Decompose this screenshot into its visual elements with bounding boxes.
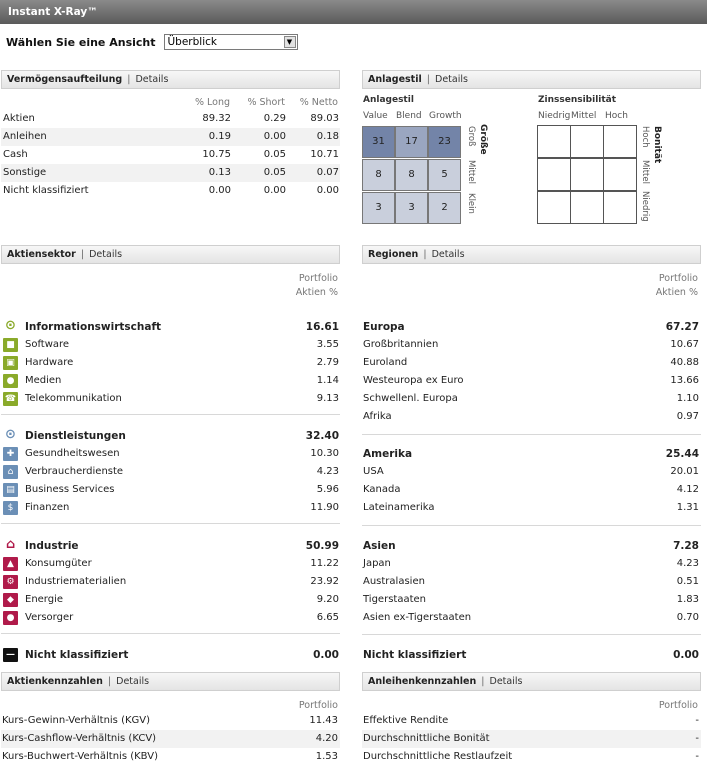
- region-item-label: Afrika: [363, 411, 392, 422]
- asset-long: 10.75: [202, 149, 231, 160]
- ratio-label: Durchschnittliche Restlaufzeit: [363, 751, 513, 762]
- sector-item-value: 9.20: [316, 594, 339, 605]
- style-title: Anlagestil: [368, 74, 422, 85]
- region-item-value: 40.88: [670, 357, 699, 368]
- region-item-row: [363, 463, 699, 481]
- table-row: [362, 748, 701, 766]
- asset-col-short: % Short: [247, 97, 285, 108]
- region-group-label: Asien: [363, 540, 396, 552]
- sector-item-label: Hardware: [25, 357, 74, 368]
- sector-item-value: 10.30: [310, 448, 339, 459]
- ratio-label: Kurs-Gewinn-Verhältnis (KGV): [2, 715, 151, 726]
- region-item-label: Tigerstaaten: [363, 594, 426, 605]
- bond-quality-low: Niedrig: [640, 191, 650, 222]
- sector-item-label: Software: [25, 339, 70, 350]
- ratio-label: Kurs-Cashflow-Verhältnis (KCV): [2, 733, 157, 744]
- asset-net: 0.07: [316, 167, 339, 178]
- bond-col-mid: Mittel: [571, 111, 597, 121]
- bond-ratios-details-link[interactable]: Details: [489, 676, 523, 687]
- region-item-value: 4.12: [676, 484, 699, 495]
- finance-icon: $: [3, 501, 18, 515]
- ratio-value: -: [695, 733, 699, 744]
- sector-item-row: [1, 481, 339, 499]
- sector-item-value: 5.96: [316, 484, 339, 495]
- asset-label: Nicht klassifiziert: [3, 185, 89, 196]
- bond-style-cell: [603, 125, 637, 158]
- sector-item-value: 11.22: [310, 558, 339, 569]
- region-item-label: Schwellenl. Europa: [363, 393, 458, 404]
- region-item-row: [363, 372, 699, 390]
- asset-long: 0.19: [208, 131, 231, 142]
- sector-group-label: Dienstleistungen: [25, 430, 126, 442]
- regions-title: Regionen: [368, 249, 419, 260]
- region-group-label: Amerika: [363, 448, 413, 460]
- region-group-row: [363, 537, 699, 555]
- region-unclassified-label: Nicht klassifiziert: [363, 649, 467, 661]
- equity-style-cell: 8: [395, 159, 428, 191]
- sector-header: Aktiensektor | Details: [1, 245, 340, 264]
- equity-col-blend: Blend: [396, 111, 422, 121]
- region-item-value: 0.70: [676, 612, 699, 623]
- region-group-row: [363, 445, 699, 463]
- table-row: [1, 146, 340, 164]
- bond-style-cell: [570, 158, 604, 191]
- region-item-row: [363, 481, 699, 499]
- region-group-label: Europa: [363, 321, 405, 333]
- sector-item-label: Konsumgüter: [25, 558, 92, 569]
- sector-item-label: Gesundheitswesen: [25, 448, 120, 459]
- table-row: [1, 164, 340, 182]
- sector-group-row: [1, 427, 339, 445]
- bond-ratios-title: Anleihenkennzahlen: [368, 676, 477, 687]
- section-divider: [362, 525, 701, 526]
- region-group-value: 67.27: [665, 321, 699, 333]
- view-selector-label: Wählen Sie eine Ansicht: [6, 35, 156, 49]
- region-item-label: Westeuropa ex Euro: [363, 375, 464, 386]
- region-item-value: 13.66: [670, 375, 699, 386]
- asset-long: 89.32: [202, 113, 231, 124]
- equity-size-small: Klein: [466, 193, 476, 214]
- section-divider: [1, 523, 340, 524]
- regions-details-link[interactable]: Details: [431, 249, 465, 260]
- sector-col-percent: Aktien %: [295, 287, 338, 298]
- asset-net: 0.18: [316, 131, 339, 142]
- equity-style-cell: 2: [428, 192, 461, 224]
- consumer-goods-icon: ▲: [3, 557, 18, 571]
- industrial-materials-icon: ⚙: [3, 575, 18, 589]
- sector-title: Aktiensektor: [7, 249, 76, 260]
- sector-item-row: [1, 372, 339, 390]
- region-item-value: 0.97: [676, 411, 699, 422]
- sector-item-row: [1, 555, 339, 573]
- ratio-value: -: [695, 715, 699, 726]
- table-row: [1, 182, 340, 200]
- equity-style-cell: 31: [362, 126, 395, 158]
- sector-item-row: [1, 354, 339, 372]
- sector-item-row: [1, 573, 339, 591]
- region-item-label: Japan: [363, 558, 391, 569]
- style-header: Anlagestil | Details: [362, 70, 701, 89]
- view-select-value: Überblick: [167, 36, 217, 48]
- sector-item-label: Telekommunikation: [25, 393, 122, 404]
- asset-label: Sonstige: [3, 167, 47, 178]
- region-item-row: [363, 336, 699, 354]
- region-item-label: Großbritannien: [363, 339, 439, 350]
- sector-item-value: 1.14: [316, 375, 339, 386]
- sector-group-label: Informationswirtschaft: [25, 321, 162, 333]
- sector-group-label: Industrie: [25, 540, 79, 552]
- equity-col-growth: Growth: [429, 111, 462, 121]
- region-item-label: Australasien: [363, 576, 425, 587]
- asset-short: 0.00: [263, 185, 286, 196]
- sector-group-value: 50.99: [305, 540, 339, 552]
- region-item-value: 1.10: [676, 393, 699, 404]
- asset-long: 0.00: [208, 185, 231, 196]
- ratio-value: 11.43: [309, 715, 338, 726]
- region-item-row: [363, 354, 699, 372]
- telecom-icon: ☎: [4, 394, 17, 404]
- table-row: [1, 128, 340, 146]
- sector-details-link[interactable]: Details: [89, 249, 123, 260]
- region-item-row: [363, 408, 699, 426]
- sector-item-label: Medien: [25, 375, 62, 386]
- software-icon: ■: [3, 338, 18, 352]
- view-select[interactable]: [164, 34, 298, 50]
- equity-style-cell: 23: [428, 126, 461, 158]
- sector-item-label: Verbraucherdienste: [25, 466, 124, 477]
- asset-label: Anleihen: [3, 131, 47, 142]
- utilities-icon: ●: [3, 611, 18, 625]
- sector-item-value: 4.23: [316, 466, 339, 477]
- ratio-value: 4.20: [315, 733, 338, 744]
- sector-item-row: [1, 591, 339, 609]
- asset-allocation-title: Vermögensaufteilung: [7, 74, 123, 85]
- sector-item-row: [1, 609, 339, 627]
- asset-net: 10.71: [310, 149, 339, 160]
- business-services-icon: ▤: [3, 483, 18, 497]
- energy-icon: ◆: [3, 593, 18, 607]
- sector-item-row: [1, 445, 339, 463]
- chevron-down-icon[interactable]: ▼: [284, 36, 296, 48]
- equity-ratios-title: Aktienkennzahlen: [7, 676, 103, 687]
- ratio-value: -: [695, 751, 699, 762]
- section-divider: [362, 434, 701, 435]
- equity-style-cell: 17: [395, 126, 428, 158]
- bond-col-high: Hoch: [605, 111, 628, 121]
- window-title: Instant X-Ray™: [0, 0, 707, 24]
- sector-item-label: Finanzen: [25, 502, 70, 513]
- bond-quality-mid: Mittel: [640, 160, 650, 184]
- region-group-value: 25.44: [665, 448, 699, 460]
- region-group-value: 7.28: [673, 540, 699, 552]
- table-row: [1, 712, 340, 730]
- bond-ratios-col: Portfolio: [658, 700, 698, 711]
- asset-net: 89.03: [310, 113, 339, 124]
- region-item-row: [363, 555, 699, 573]
- sector-item-value: 23.92: [310, 576, 339, 587]
- bond-style-cell: [603, 158, 637, 191]
- equity-size-large: Groß: [466, 126, 476, 147]
- ratio-label: Kurs-Buchwert-Verhältnis (KBV): [2, 751, 158, 762]
- region-item-row: [363, 573, 699, 591]
- sector-group-row: [1, 318, 339, 336]
- table-row: [362, 712, 701, 730]
- table-row: [362, 730, 701, 748]
- bond-quality-high: Hoch: [640, 126, 650, 148]
- equity-style-cell: 3: [362, 192, 395, 224]
- bond-style-cell: [570, 191, 604, 224]
- sector-unclassified-label: Nicht klassifiziert: [25, 649, 129, 661]
- bond-style-cell: [570, 125, 604, 158]
- section-divider: [1, 633, 340, 634]
- sector-item-row: [1, 390, 339, 408]
- equity-ratios-col: Portfolio: [298, 700, 338, 711]
- equity-ratios-header: Aktienkennzahlen | Details: [1, 672, 340, 691]
- equity-ratios-details-link[interactable]: Details: [116, 676, 150, 687]
- section-divider: [362, 634, 701, 635]
- equity-style-cell: 8: [362, 159, 395, 191]
- sector-unclassified-value: 0.00: [313, 649, 339, 661]
- industry-icon: ⌂: [5, 537, 16, 552]
- table-row: [1, 748, 340, 766]
- ratio-value: 1.53: [315, 751, 338, 762]
- asset-label: Aktien: [3, 113, 35, 124]
- sector-item-row: [1, 336, 339, 354]
- region-item-row: [363, 390, 699, 408]
- table-row: [1, 110, 340, 128]
- region-item-row: [363, 591, 699, 609]
- sector-group-row: [1, 537, 339, 555]
- region-item-label: Kanada: [363, 484, 401, 495]
- sector-item-value: 6.65: [316, 612, 339, 623]
- services-icon: ⊙: [5, 427, 16, 442]
- sector-item-row: [1, 499, 339, 517]
- equity-style-cell: 5: [428, 159, 461, 191]
- region-item-row: [363, 609, 699, 627]
- regions-col-percent: Aktien %: [655, 287, 698, 298]
- media-icon: ●: [3, 374, 18, 388]
- asset-col-long: % Long: [194, 97, 230, 108]
- region-unclassified-row: [363, 646, 699, 664]
- view-selector: [6, 33, 298, 51]
- region-item-value: 1.31: [676, 502, 699, 513]
- asset-short: 0.00: [263, 131, 286, 142]
- sector-item-value: 3.55: [316, 339, 339, 350]
- bond-ratios-header: Anleihenkennzahlen | Details: [362, 672, 701, 691]
- bond-style-cell: [537, 158, 571, 191]
- style-details-link[interactable]: Details: [435, 74, 468, 85]
- consumer-services-icon: ⌂: [3, 465, 18, 479]
- equity-col-value: Value: [363, 111, 388, 121]
- bond-col-low: Niedrig: [538, 111, 571, 121]
- asset-long: 0.13: [208, 167, 231, 178]
- unclassified-icon: —: [3, 648, 18, 662]
- sector-item-label: Versorger: [25, 612, 74, 623]
- equity-style-label: Anlagestil: [363, 95, 414, 105]
- sector-item-label: Business Services: [25, 484, 115, 495]
- asset-short: 0.29: [263, 113, 286, 124]
- region-item-value: 0.51: [676, 576, 699, 587]
- sector-item-label: Industriematerialien: [25, 576, 127, 587]
- bond-quality-title: Bonität: [652, 126, 662, 164]
- asset-short: 0.05: [263, 167, 286, 178]
- region-item-value: 1.83: [676, 594, 699, 605]
- region-group-row: [363, 318, 699, 336]
- equity-style-cell: 3: [395, 192, 428, 224]
- sector-item-value: 2.79: [316, 357, 339, 368]
- bond-style-cell: [537, 191, 571, 224]
- region-item-value: 10.67: [670, 339, 699, 350]
- asset-allocation-details-link[interactable]: Details: [135, 74, 169, 85]
- sector-unclassified-row: [1, 646, 339, 664]
- regions-header: Regionen | Details: [362, 245, 701, 264]
- region-item-value: 20.01: [670, 466, 699, 477]
- region-item-label: USA: [363, 466, 384, 477]
- region-item-value: 4.23: [676, 558, 699, 569]
- asset-allocation-header: Vermögensaufteilung | Details: [1, 70, 340, 89]
- hardware-icon: ▣: [3, 356, 18, 370]
- equity-size-title: Größe: [478, 124, 488, 155]
- region-item-label: Euroland: [363, 357, 408, 368]
- sector-item-value: 9.13: [316, 393, 339, 404]
- ratio-label: Durchschnittliche Bonität: [363, 733, 490, 744]
- bond-style-label: Zinssensibilität: [538, 95, 617, 105]
- sector-group-value: 32.40: [305, 430, 339, 442]
- sector-group-value: 16.61: [305, 321, 339, 333]
- region-item-label: Asien ex-Tigerstaaten: [363, 612, 472, 623]
- asset-label: Cash: [3, 149, 28, 160]
- information-economy-icon: ⊙: [5, 318, 16, 333]
- asset-short: 0.05: [263, 149, 286, 160]
- table-row: [1, 730, 340, 748]
- section-divider: [1, 414, 340, 415]
- equity-size-mid: Mittel: [466, 160, 476, 184]
- sector-col-portfolio: Portfolio: [298, 273, 338, 284]
- asset-col-net: % Netto: [299, 97, 338, 108]
- region-item-label: Lateinamerika: [363, 502, 435, 513]
- region-item-row: [363, 499, 699, 517]
- regions-col-portfolio: Portfolio: [658, 273, 698, 284]
- ratio-label: Effektive Rendite: [363, 715, 449, 726]
- sector-item-row: [1, 463, 339, 481]
- bond-style-cell: [603, 191, 637, 224]
- region-unclassified-value: 0.00: [673, 649, 699, 661]
- healthcare-icon: ✚: [3, 447, 18, 461]
- sector-item-value: 11.90: [310, 502, 339, 513]
- asset-net: 0.00: [316, 185, 339, 196]
- sector-item-label: Energie: [25, 594, 64, 605]
- bond-style-cell: [537, 125, 571, 158]
